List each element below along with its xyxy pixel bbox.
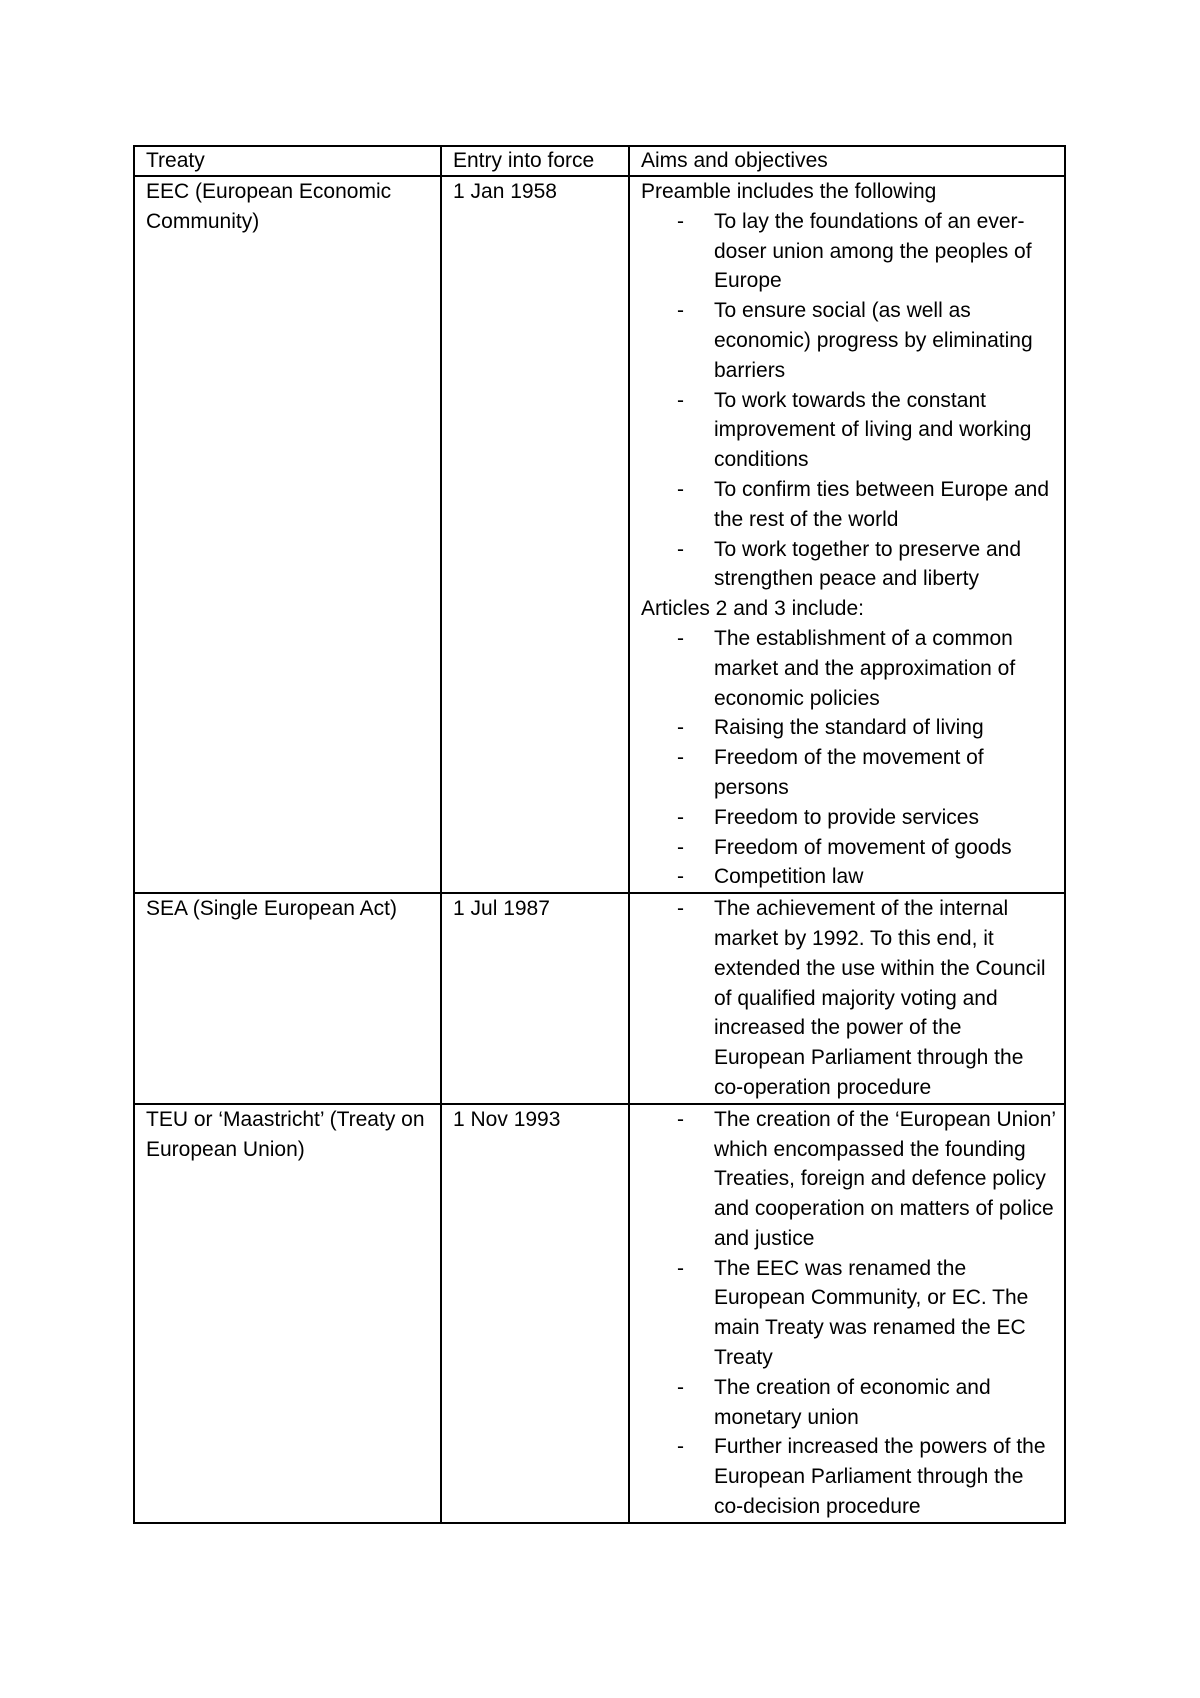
aims-list: [641, 624, 1058, 892]
table-body: [134, 176, 1065, 1523]
list-item-text: To ensure social (as well as economic) progress by eliminating barriers: [714, 299, 1033, 382]
dash-bullet-icon: -: [677, 865, 684, 889]
list-item: [677, 1373, 1058, 1433]
table-row: [134, 893, 1065, 1104]
aims-intro: Articles 2 and 3 include:: [641, 597, 864, 621]
list-item-text: The creation of the ‘European Union’ which encompassed the founding Treaties, foreign and defence policy and cooperation on matters of police and justice: [714, 1107, 1056, 1250]
treaty-name-cell: EEC (European Economic Community): [134, 176, 441, 893]
list-item: [677, 1254, 1058, 1373]
list-item-text: Raising the standard of living: [714, 716, 984, 740]
dash-bullet-icon: -: [677, 209, 684, 233]
list-item: [677, 743, 1058, 803]
list-item-text: The achievement of the internal market by 1992. To this end, it extended the use within the Council of qualified majority voting and increased the power of the European Parliament through the co-operation procedure: [714, 897, 1046, 1099]
dash-bullet-icon: -: [677, 477, 684, 501]
dash-bullet-icon: -: [677, 1107, 684, 1131]
dash-bullet-icon: -: [677, 1375, 684, 1399]
list-item: [677, 475, 1058, 535]
list-item: [677, 862, 1058, 892]
list-item-text: The EEC was renamed the European Community, or EC. The main Treaty was renamed the EC Treaty: [714, 1256, 1029, 1370]
table-row: [134, 1104, 1065, 1523]
table-header-row: [134, 146, 1065, 176]
list-item: [677, 1432, 1058, 1521]
dash-bullet-icon: -: [677, 388, 684, 412]
header-aims: Aims and objectives: [629, 146, 1065, 176]
aims-intro: Preamble includes the following: [641, 180, 937, 203]
list-item-text: Further increased the powers of the European Parliament through the co-decision procedure: [714, 1435, 1046, 1519]
list-item: [677, 833, 1058, 863]
list-item: [677, 386, 1058, 475]
dash-bullet-icon: -: [677, 897, 684, 921]
list-item-text: Freedom of the movement of persons: [714, 746, 984, 799]
dash-bullet-icon: -: [677, 1256, 684, 1280]
header-treaty: Treaty: [134, 146, 441, 176]
entry-date-cell: 1 Nov 1993: [441, 1104, 629, 1523]
list-item: [677, 713, 1058, 743]
aims-cell: [629, 893, 1065, 1104]
table-row: [134, 176, 1065, 893]
aims-list: [641, 207, 1058, 594]
treaty-name-cell: SEA (Single European Act): [134, 893, 441, 1104]
dash-bullet-icon: -: [677, 805, 684, 829]
list-item-text: To lay the foundations of an ever-doser union among the peoples of Europe: [714, 209, 1032, 293]
treaty-name-cell: TEU or ‘Maastricht’ (Treaty on European Union): [134, 1104, 441, 1523]
list-item: [677, 803, 1058, 833]
entry-date-cell: 1 Jul 1987: [441, 893, 629, 1104]
list-item-text: Freedom of movement of goods: [714, 835, 1012, 859]
list-item-text: Freedom to provide services: [714, 805, 979, 829]
dash-bullet-icon: -: [677, 1435, 684, 1459]
aims-cell: [629, 1104, 1065, 1523]
dash-bullet-icon: -: [677, 716, 684, 740]
list-item: [677, 894, 1058, 1103]
list-item: [677, 1105, 1058, 1254]
dash-bullet-icon: -: [677, 626, 684, 650]
entry-date-cell: 1 Jan 1958: [441, 176, 629, 893]
list-item-text: Competition law: [714, 865, 864, 889]
aims-cell: [629, 176, 1065, 893]
dash-bullet-icon: -: [677, 835, 684, 859]
list-item: [677, 207, 1058, 296]
list-item-text: To confirm ties between Europe and the rest of the world: [714, 477, 1050, 531]
list-item: [677, 296, 1058, 385]
aims-list: [641, 1105, 1058, 1522]
list-item: [677, 535, 1058, 595]
treaties-table: [133, 145, 1066, 1524]
dash-bullet-icon: -: [677, 537, 684, 561]
aims-list: [641, 894, 1058, 1103]
list-item-text: To work together to preserve and strengthen peace and liberty: [714, 537, 1022, 591]
list-item-text: The establishment of a common market and the approximation of economic policies: [714, 626, 1016, 710]
dash-bullet-icon: -: [677, 746, 684, 770]
header-entry-into-force: Entry into force: [441, 146, 629, 176]
list-item: [677, 624, 1058, 713]
list-item-text: The creation of economic and monetary union: [714, 1375, 991, 1429]
dash-bullet-icon: -: [677, 299, 684, 323]
list-item-text: To work towards the constant improvement of living and working conditions: [714, 388, 1032, 472]
